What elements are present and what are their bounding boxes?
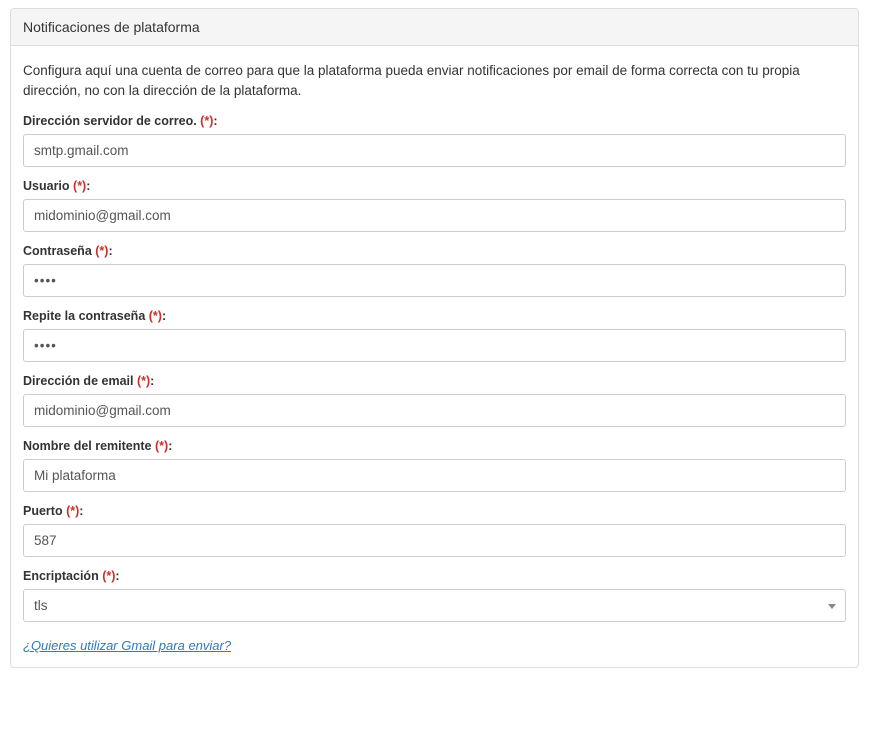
field-group-encryption bbox=[23, 569, 846, 622]
field-group-mail-server bbox=[23, 114, 846, 167]
label-mail-server bbox=[23, 114, 846, 128]
label-password bbox=[23, 244, 846, 258]
password-input[interactable] bbox=[23, 264, 846, 297]
field-group-username bbox=[23, 179, 846, 232]
label-port-text: Puerto bbox=[23, 504, 63, 519]
label-colon: : bbox=[115, 569, 120, 584]
password-repeat-input[interactable] bbox=[23, 329, 846, 362]
field-group-password-repeat bbox=[23, 309, 846, 362]
label-password-text: Contraseña bbox=[23, 244, 92, 259]
field-group-password bbox=[23, 244, 846, 297]
required-marker: (*) bbox=[136, 374, 151, 389]
gmail-help-link[interactable]: ¿Quieres utilizar Gmail para enviar? bbox=[23, 638, 232, 654]
field-group-sender-name bbox=[23, 439, 846, 492]
label-password-repeat-text: Repite la contraseña bbox=[23, 309, 146, 324]
intro-text: Configura aquí una cuenta de correo para que la plataforma pueda enviar notificaciones por email de forma correcta con tu propia dirección, no con la dirección de la plataforma. bbox=[23, 63, 800, 98]
sender-name-input[interactable] bbox=[23, 459, 846, 492]
label-mail-server-text: Dirección servidor de correo. bbox=[23, 114, 197, 129]
label-colon: : bbox=[79, 504, 84, 519]
required-marker: (*) bbox=[66, 504, 80, 519]
label-port bbox=[23, 504, 846, 518]
username-input[interactable] bbox=[23, 199, 846, 232]
required-marker: (*) bbox=[200, 114, 214, 129]
label-email-address-text: Dirección de email bbox=[23, 374, 134, 389]
label-colon: : bbox=[161, 309, 167, 324]
encryption-select-wrapper bbox=[23, 589, 846, 622]
label-encryption-text: Encriptación bbox=[23, 569, 99, 584]
required-marker: (*) bbox=[95, 244, 109, 259]
panel-title: Notificaciones de plataforma bbox=[11, 9, 858, 46]
platform-notifications-panel bbox=[10, 8, 859, 668]
field-group-port bbox=[23, 504, 846, 557]
required-marker: (*) bbox=[155, 439, 169, 454]
label-colon: : bbox=[108, 244, 113, 259]
label-encryption bbox=[23, 569, 846, 583]
required-marker: (*) bbox=[102, 569, 116, 584]
label-colon: : bbox=[150, 374, 155, 389]
encryption-select[interactable] bbox=[23, 589, 846, 622]
required-marker: (*) bbox=[148, 309, 162, 324]
label-username-text: Usuario bbox=[23, 179, 70, 194]
label-sender-name bbox=[23, 439, 846, 453]
label-colon: : bbox=[213, 114, 218, 129]
label-sender-name-text: Nombre del remitente bbox=[23, 439, 152, 454]
panel-body bbox=[11, 46, 858, 667]
required-marker: (*) bbox=[73, 179, 87, 194]
field-group-email-address bbox=[23, 374, 846, 427]
label-username bbox=[23, 179, 846, 193]
mail-server-input[interactable] bbox=[23, 134, 846, 167]
port-input[interactable] bbox=[23, 524, 846, 557]
label-email-address bbox=[23, 374, 846, 388]
label-colon: : bbox=[168, 439, 173, 454]
email-address-input[interactable] bbox=[23, 394, 846, 427]
label-password-repeat bbox=[23, 309, 846, 323]
label-colon: : bbox=[86, 179, 91, 194]
